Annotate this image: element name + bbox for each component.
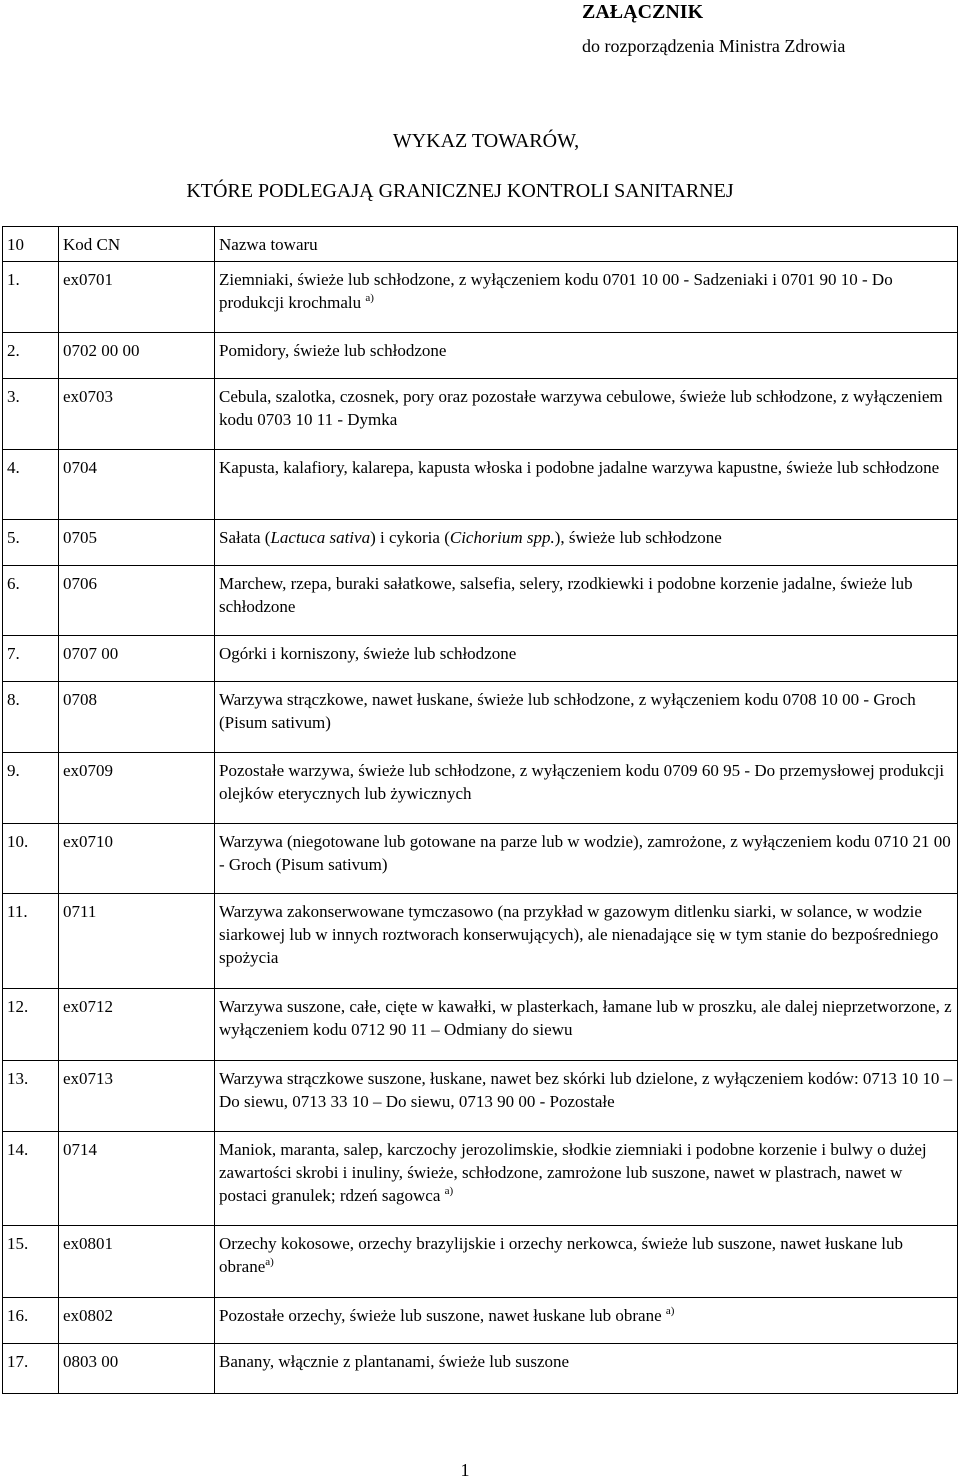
table-row [3,989,958,1061]
row-number: 6. [3,566,59,636]
row-number: 12. [3,989,59,1061]
footnote-marker: a) [365,292,374,304]
row-goods-name [215,1298,958,1344]
table-row [3,682,958,753]
row-number: 9. [3,753,59,824]
row-number: 1. [3,262,59,333]
row-cn-code: 0707 00 [59,636,215,682]
row-goods-name [215,989,958,1061]
table-row [3,1061,958,1132]
table-header-row [3,227,958,262]
row-goods-name [215,682,958,753]
name-text: Ziemniaki, świeże lub schłodzone, z wyłączeniem kodu 0701 10 00 - Sadzeniaki i 0701 90 10 - Do produkcji krochmalu [219,270,893,312]
row-cn-code: 0708 [59,682,215,753]
row-cn-code: ex0703 [59,379,215,450]
row-number: 8. [3,682,59,753]
header-goods-name: Nazwa towaru [215,227,958,262]
row-goods-name [215,450,958,520]
row-cn-code: 0705 [59,520,215,566]
row-number: 14. [3,1132,59,1226]
row-goods-name [215,636,958,682]
row-cn-code: ex0710 [59,824,215,894]
footnote-marker: a) [444,1185,454,1197]
row-cn-code: ex0709 [59,753,215,824]
name-text: Sałata ( [219,528,271,547]
row-goods-name [215,1344,958,1394]
annex-title: ZAŁĄCZNIK [582,1,704,23]
table-row [3,1344,958,1394]
row-goods-name [215,824,958,894]
table-row [3,753,958,824]
row-number: 15. [3,1226,59,1298]
table-row [3,379,958,450]
row-goods-name [215,1132,958,1226]
row-number: 13. [3,1061,59,1132]
row-cn-code: ex0713 [59,1061,215,1132]
row-number: 16. [3,1298,59,1344]
name-text: Warzywa strączkowe suszone, łuskane, nawet bez skórki lub dzielone, z wyłączeniem kodów: 0713 10 10 – Do siewu, 0713 33 10 – Do siewu, 0713 90 00 - Pozostałe [219,1069,953,1111]
row-number: 10. [3,824,59,894]
row-cn-code: ex0712 [59,989,215,1061]
name-text: Warzywa strączkowe, nawet łuskane, świeże lub schłodzone, z wyłączeniem kodu 0708 10 00 - Groch (Pisum sativum) [219,690,916,732]
table-row [3,1298,958,1344]
table-row [3,636,958,682]
row-number: 7. [3,636,59,682]
annex-header [582,0,845,58]
name-text: Warzywa suszone, całe, cięte w kawałki, w plasterkach, łamane lub w proszku, ale dalej nieprzetworzone, z wyłączeniem kodu 0712 90 11 – Odmiany do siewu [219,997,952,1039]
annex-subtitle: do rozporządzenia Ministra Zdrowia [582,36,846,56]
row-goods-name [215,894,958,989]
row-number: 2. [3,333,59,379]
row-cn-code: 0702 00 00 [59,333,215,379]
name-text: Warzywa (niegotowane lub gotowane na parze lub w wodzie), zamrożone, z wyłączeniem kodu 0710 21 00 - Groch (Pisum sativum) [219,832,951,874]
row-cn-code: ex0801 [59,1226,215,1298]
goods-table [2,226,958,1394]
page-number: 1 [460,1460,470,1480]
header-number: 10 [3,227,59,262]
row-cn-code: ex0701 [59,262,215,333]
table-row [3,262,958,333]
name-text: Pozostałe orzechy, świeże lub suszone, nawet łuskane lub obrane [219,1306,666,1325]
name-text: Cebula, szalotka, czosnek, pory oraz pozostałe warzywa cebulowe, świeże lub schłodzone, z wyłączeniem kodu 0703 10 11 - Dymka [219,387,943,429]
footnote-marker: a) [265,1256,274,1268]
name-text: Pomidory, świeże lub schłodzone [219,341,447,360]
row-cn-code: 0714 [59,1132,215,1226]
row-goods-name [215,753,958,824]
name-text: ), świeże lub schłodzone [554,528,722,547]
document-heading-line2: KTÓRE PODLEGAJĄ GRANICZNEJ KONTROLI SANITARNEJ [186,180,734,202]
row-number: 4. [3,450,59,520]
name-text: Orzechy kokosowe, orzechy brazylijskie i orzechy nerkowca, świeże lub suszone, nawet łuskane lub obrane [219,1234,904,1276]
table-row [3,824,958,894]
table-row [3,450,958,520]
row-goods-name [215,262,958,333]
row-cn-code: 0803 00 [59,1344,215,1394]
row-number: 5. [3,520,59,566]
name-text: Maniok, maranta, salep, karczochy jerozolimskie, słodkie ziemniaki i podobne korzenie i bulwy o dużej zawartości skrobi i inuliny, świeże, schłodzone, zamrożone lub suszone, nawet w plastrach, nawet w postaci granulek; rdzeń sagowca [219,1140,927,1205]
latin-name: Lactuca sativa [270,528,371,547]
row-goods-name [215,520,958,566]
name-text: Pozostałe warzywa, świeże lub schłodzone, z wyłączeniem kodu 0709 60 95 - Do przemysłowej produkcji olejków eterycznych lub żywicznych [219,761,945,803]
row-goods-name [215,333,958,379]
table-row [3,1132,958,1226]
header-cn-code: Kod CN [59,227,215,262]
row-cn-code: 0711 [59,894,215,989]
name-text: Warzywa zakonserwowane tymczasowo (na przykład w gazowym ditlenku siarki, w solance, w wodzie siarkowej lub w innych roztworach konserwujących), ale nienadające się w tym stanie do bezpośredniego spożycia [219,902,939,967]
table-row [3,894,958,989]
row-cn-code: ex0802 [59,1298,215,1344]
row-number: 11. [3,894,59,989]
row-goods-name [215,1061,958,1132]
table-row [3,566,958,636]
row-goods-name [215,566,958,636]
row-number: 3. [3,379,59,450]
name-text: Marchew, rzepa, buraki sałatkowe, salsefia, selery, rzodkiewki i podobne korzenie jadalne, świeże lub schłodzone [219,574,913,616]
row-cn-code: 0706 [59,566,215,636]
footnote-marker: a) [665,1305,675,1317]
row-goods-name [215,379,958,450]
name-text: Kapusta, kalafiory, kalarepa, kapusta włoska i podobne jadalne warzywa kapustne, świeże lub schłodzone [219,458,940,477]
name-text: Ogórki i korniszony, świeże lub schłodzone [219,644,517,663]
table-row [3,520,958,566]
name-text: ) i cykoria ( [370,528,450,547]
row-number: 17. [3,1344,59,1394]
table-row [3,333,958,379]
latin-name: Cichorium spp. [449,528,555,547]
row-cn-code: 0704 [59,450,215,520]
row-goods-name [215,1226,958,1298]
name-text: Banany, włącznie z plantanami, świeże lub suszone [219,1352,570,1371]
document-heading-line1: WYKAZ TOWARÓW, [392,130,580,152]
table-row [3,1226,958,1298]
